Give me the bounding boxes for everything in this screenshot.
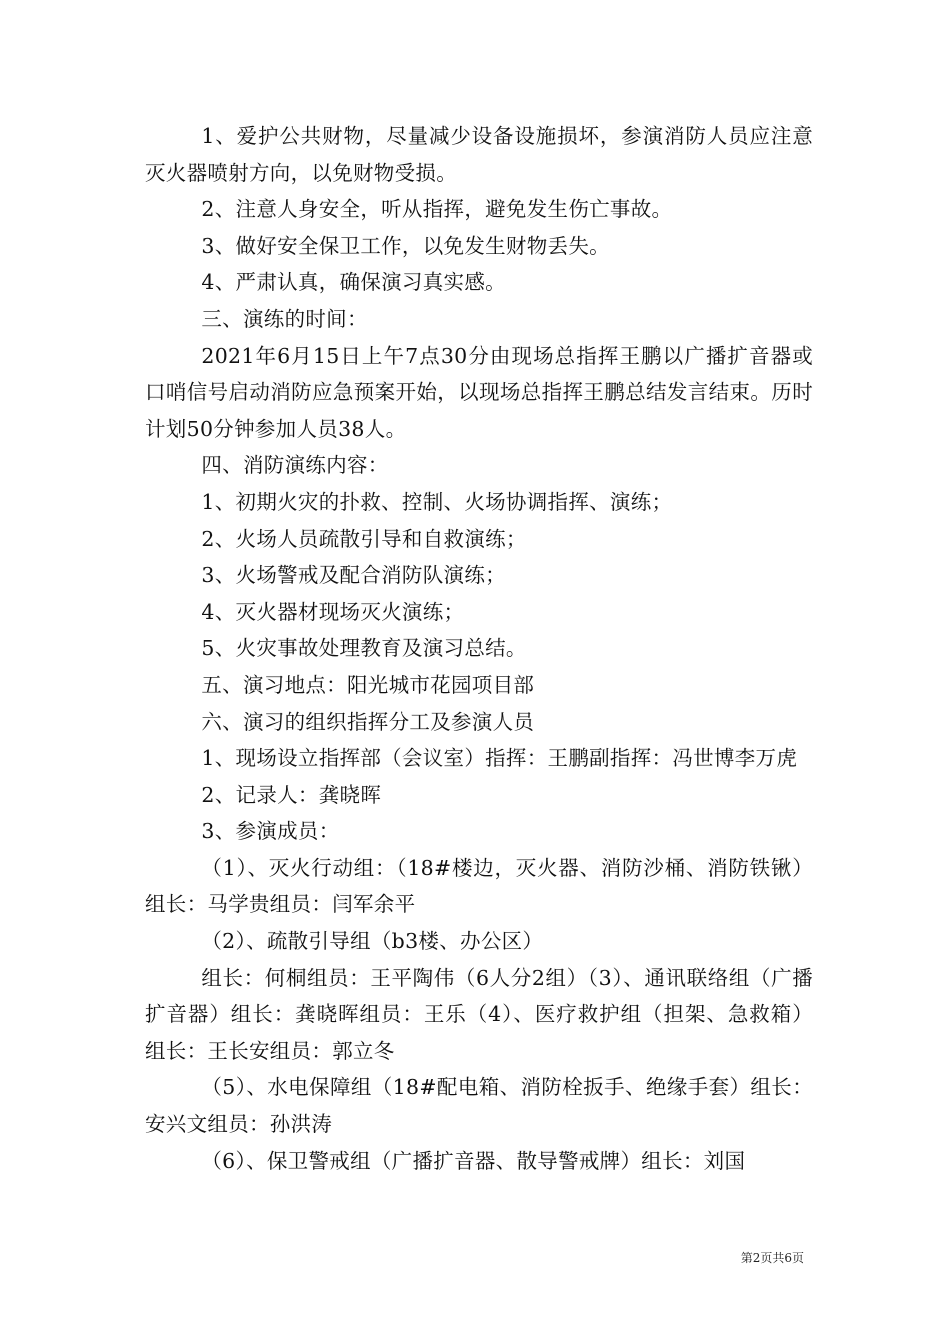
paragraph: 3、做好安全保卫工作，以免发生财物丢失。 [201,233,610,258]
list-item: 2、火场人员疏散引导和自救演练； [201,526,527,551]
paragraph: （5）、水电保障组（18#配电箱、消防栓扳手、绝缘手套）组长：安兴文组员：孙洪涛 [145,1075,813,1137]
paragraph: （1）、灭火行动组：（18#楼边，灭火器、消防沙桶、消防铁锹）组长：马学贵组员：闫军余平 [145,855,813,917]
section-heading: 四、消防演练内容： [201,453,389,478]
paragraph: 2、注意人身安全，听从指挥，避免发生伤亡事故。 [201,197,673,222]
section-heading: 三、演练的时间： [201,306,368,331]
paragraph: 1、爱护公共财物，尽量减少设备设施损坏，参演消防人员应注意灭火器喷射方向，以免财物受损。 [145,124,813,185]
paragraph: 3、参演成员： [201,819,340,844]
paragraph: 2、记录人：龚晓晖 [201,782,382,807]
paragraph: 1、现场设立指挥部（会议室）指挥：王鹏副指挥：冯世博李万虎 [201,746,798,771]
paragraph: 组长：何桐组员：王平陶伟（6人分2组）（3）、通讯联络组（广播扩音器）组长：龚晓晖组员：王乐（4）、医疗救护组（担架、急救箱）组长：王长安组员：郭立冬 [145,965,813,1063]
paragraph: （2）、疏散引导组（b3楼、办公区） [201,929,544,954]
list-item: 4、灭火器材现场灭火演练； [201,599,465,624]
paragraph: （6）、保卫警戒组（广播扩音器、散导警戒牌）组长：刘国 [201,1148,746,1173]
list-item: 5、火灾事故处理教育及演习总结。 [201,636,527,661]
page-number: 第2页共6页 [740,1251,804,1265]
list-item: 1、初期火灾的扑救、控制、火场协调指挥、演练； [201,489,673,514]
paragraph: 2021年6月15日上午7点30分由现场总指挥王鹏以广播扩音器或口哨信号启动消防应急预案开始，以现场总指挥王鹏总结发言结束。历时计划50分钟参加人员38人。 [145,343,813,441]
list-item: 3、火场警戒及配合消防队演练； [201,563,506,588]
paragraph: 4、严肃认真，确保演习真实感。 [201,270,506,295]
section-heading: 五、演习地点：阳光城市花园项目部 [201,672,535,697]
section-heading: 六、演习的组织指挥分工及参演人员 [201,709,535,734]
document-body [145,118,813,1179]
